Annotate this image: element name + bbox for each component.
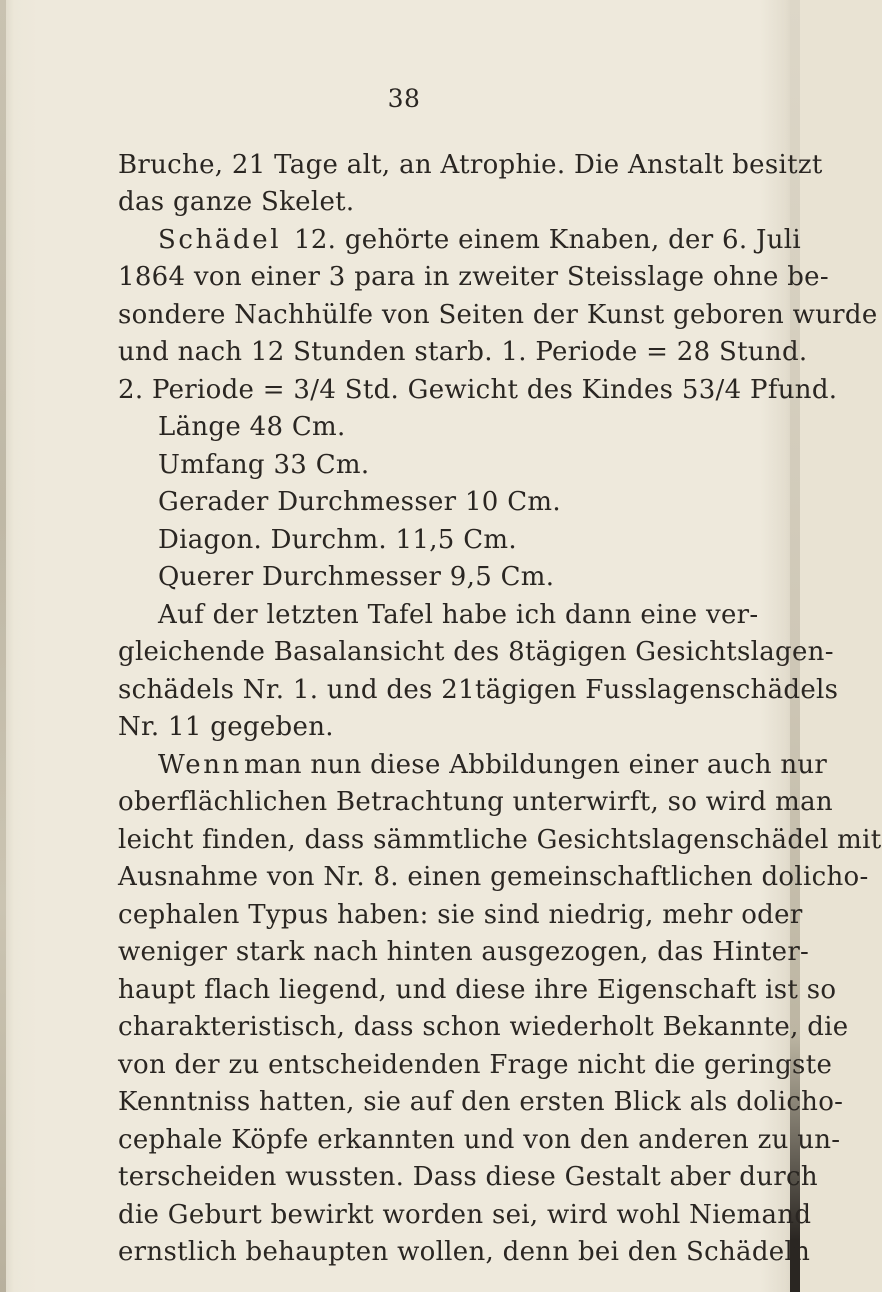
measurement-line: Gerader Durchmesser 10 Cm.: [158, 487, 561, 517]
specimen-heading: Schädel: [158, 225, 282, 255]
text-line: weniger stark nach hinten ausgezogen, das Hinter-: [118, 937, 810, 967]
measurement-line: Länge 48 Cm.: [158, 412, 346, 442]
text-line: von der zu entscheidenden Frage nicht die geringste: [118, 1050, 833, 1080]
text-line: leicht finden, dass sämmtliche Gesichtslagenschädel mit: [118, 825, 882, 855]
text-line: cephalen Typus haben: sie sind niedrig, mehr oder: [118, 900, 803, 930]
text-line: man nun diese Abbildungen einer auch nur: [244, 750, 828, 780]
text-line: charakteristisch, dass schon wiederholt Bekannte, die: [118, 1012, 849, 1042]
text-line: 2. Periode = 3/4 Std. Gewicht des Kindes 53/4 Pfund.: [118, 375, 838, 405]
text-line: ernstlich behaupten wollen, denn bei den Schädeln: [118, 1237, 811, 1267]
text-line: das ganze Skelet.: [118, 187, 355, 217]
text-line: oberflächlichen Betrachtung unterwirft, so wird man: [118, 787, 833, 817]
text-line: Ausnahme von Nr. 8. einen gemeinschaftlichen dolicho-: [118, 862, 869, 892]
text-line: und nach 12 Stunden starb. 1. Periode = 28 Stund.: [118, 337, 808, 367]
text-line: 12. gehörte einem Knaben, der 6. Juli: [294, 225, 801, 255]
text-line: terscheiden wussten. Dass diese Gestalt aber durch: [118, 1162, 818, 1192]
text-line: gleichende Basalansicht des 8tägigen Gesichtslagen-: [118, 637, 834, 667]
text-line: schädels Nr. 1. und des 21tägigen Fusslagenschädels: [118, 675, 839, 705]
text-line: Kenntniss hatten, sie auf den ersten Blick als dolicho-: [118, 1087, 844, 1117]
page-number: 38: [387, 84, 421, 113]
text-line: 1864 von einer 3 para in zweiter Steisslage ohne be-: [118, 262, 829, 292]
text-line: Auf der letzten Tafel habe ich dann eine ver-: [158, 600, 759, 630]
measurement-line: Querer Durchmesser 9,5 Cm.: [158, 562, 555, 592]
text-line: Bruche, 21 Tage alt, an Atrophie. Die Anstalt besitzt: [118, 150, 823, 180]
measurement-line: Diagon. Durchm. 11,5 Cm.: [158, 525, 517, 555]
page-left-edge: [0, 0, 6, 1292]
measurement-line: Umfang 33 Cm.: [158, 450, 370, 480]
text-line: cephale Köpfe erkannten und von den anderen zu un-: [118, 1125, 841, 1155]
text-line: sondere Nachhülfe von Seiten der Kunst geboren wurde: [118, 300, 878, 330]
text-line: die Geburt bewirkt worden sei, wird wohl Niemand: [118, 1200, 812, 1230]
paragraph-lead-word: Wenn: [158, 750, 242, 780]
text-line: haupt flach liegend, und diese ihre Eigenschaft ist so: [118, 975, 837, 1005]
text-line: Nr. 11 gegeben.: [118, 712, 334, 742]
